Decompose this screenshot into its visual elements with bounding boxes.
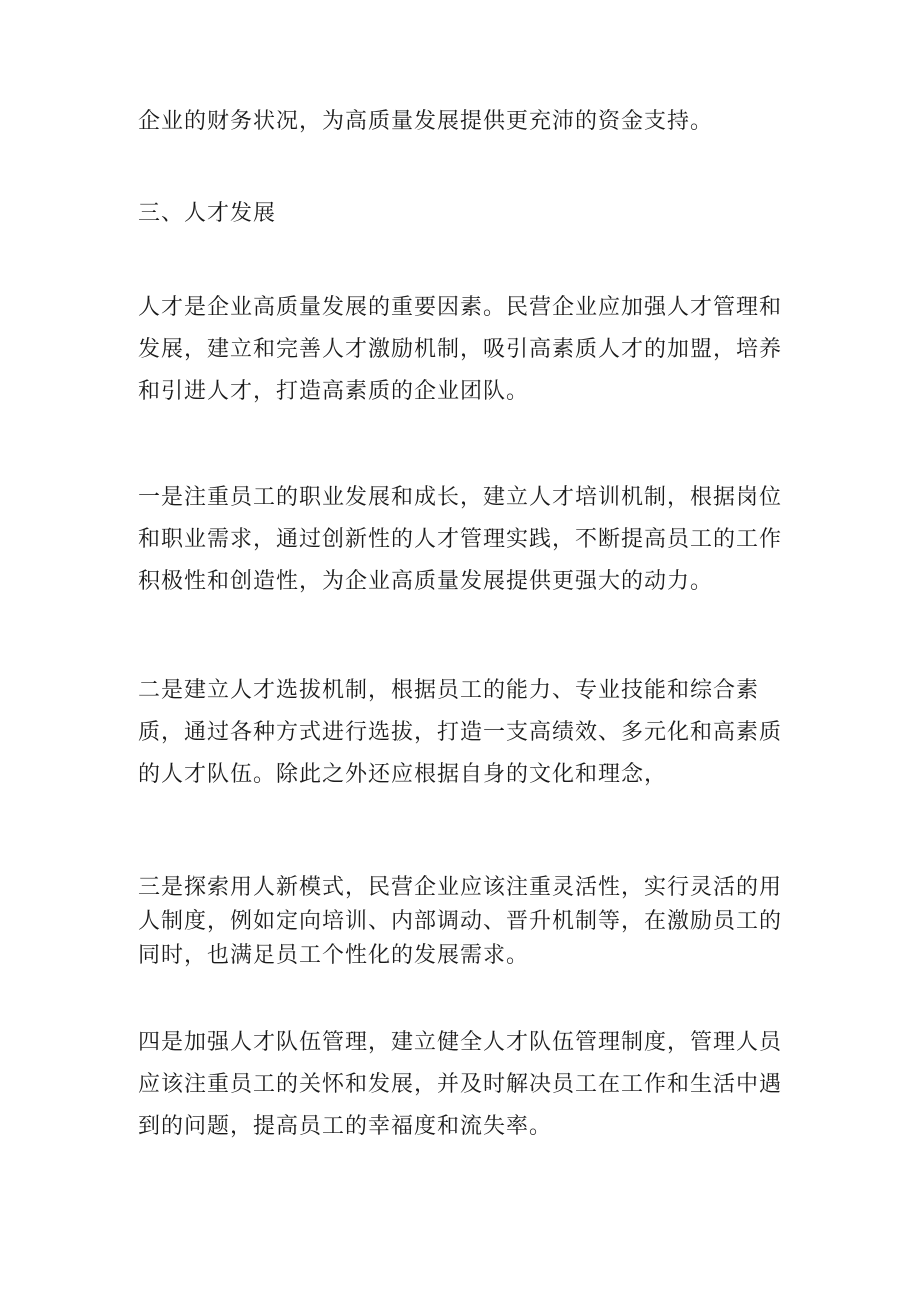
paragraph-point-four: 四是加强人才队伍管理，建立健全人才队伍管理制度，管理人员应该注重员工的关怀和发展，并及时解决员工在工作和生活中遇到的问题，提高员工的幸福度和流失率。 — [138, 1030, 783, 1139]
paragraph-point-three: 三是探索用人新模式，民营企业应该注重灵活性，实行灵活的用人制度，例如定向培训、内部调动、晋升机制等，在激励员工的同时，也满足员工个性化的发展需求。 — [138, 875, 783, 968]
paragraph-talent-intro: 人才是企业高质量发展的重要因素。民营企业应加强人才管理和发展，建立和完善人才激励机制，吸引高素质人才的加盟，培养和引进人才，打造高素质的企业团队。 — [138, 295, 783, 404]
paragraph-finance-continuation: 企业的财务状况，为高质量发展提供更充沛的资金支持。 — [138, 109, 714, 134]
section-heading-talent: 三、人才发展 — [138, 201, 277, 226]
paragraph-point-one: 一是注重员工的职业发展和成长，建立人才培训机制，根据岗位和职业需求，通过创新性的人才管理实践，不断提高员工的工作积极性和创造性，为企业高质量发展提供更强大的动力。 — [138, 485, 783, 594]
paragraph-point-two: 二是建立人才选拔机制，根据员工的能力、专业技能和综合素质，通过各种方式进行选拔，打造一支高绩效、多元化和高素质的人才队伍。除此之外还应根据自身的文化和理念， — [138, 678, 783, 787]
